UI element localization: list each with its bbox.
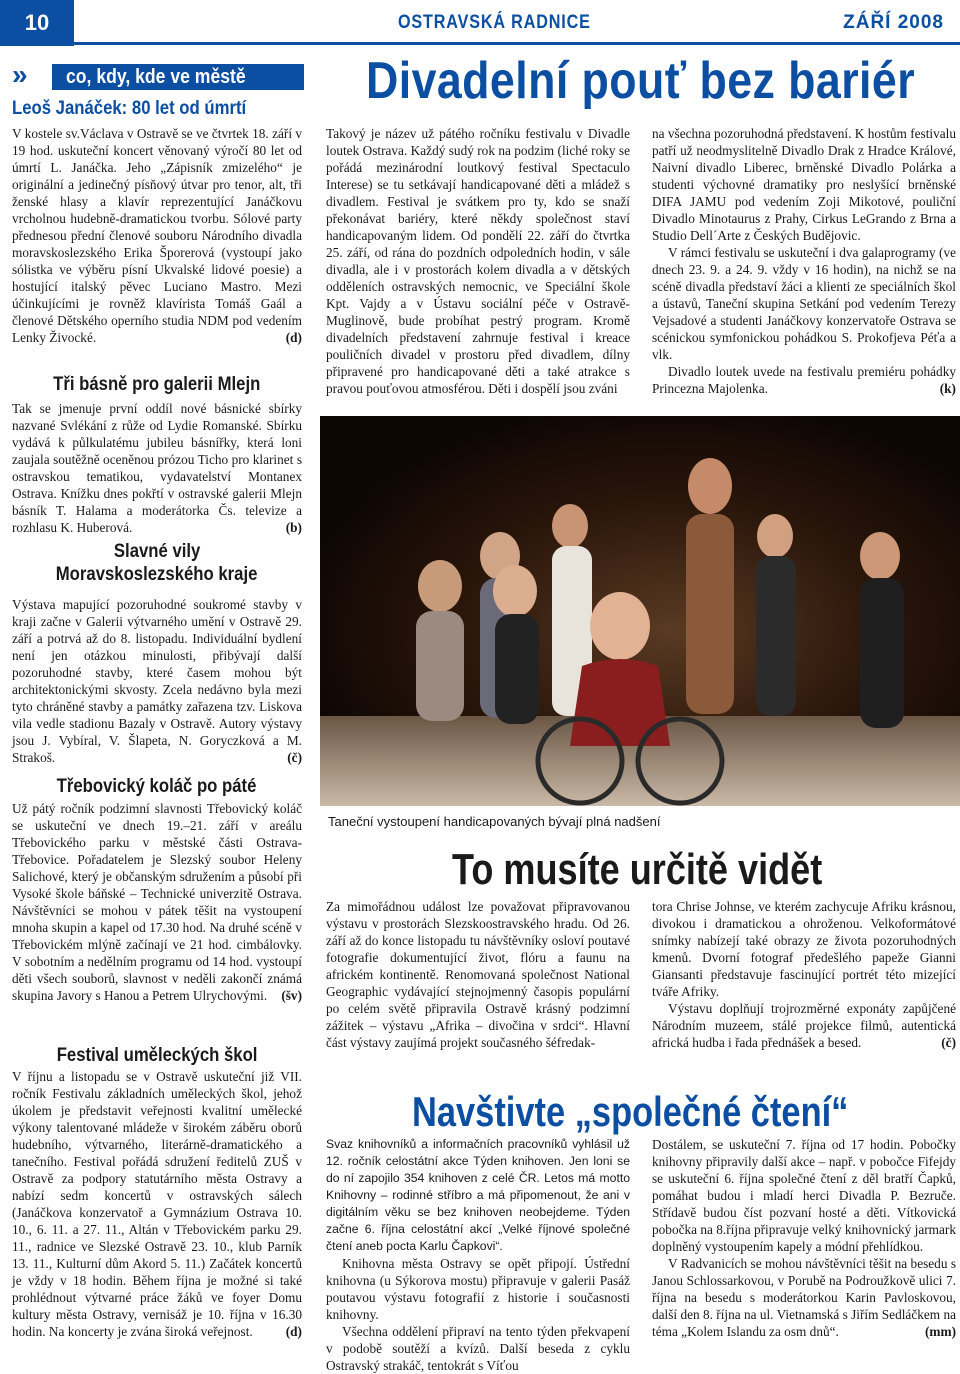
article-mlejn	[12, 400, 302, 536]
dancer-body	[416, 611, 464, 721]
photo-caption: Taneční vystoupení handicapovaných bývají plná nadšení	[328, 814, 661, 829]
visit-col1-p3: Všechna oddělení připraví na tento týden překvapení v podobě soutěží a kvízů. Další beseda z cyklu Ostravský strakáč, tentokrát s Víťou	[326, 1324, 630, 1373]
visit-col1-p2: Knihovna města Ostravy se opět připojí. Ústřední knihovna (u Sýkorova mostu) připravuje v galerii Pasáž poutavou výstavu fotografií z historie i současnosti knihovny.	[326, 1256, 630, 1322]
article-janacek	[12, 125, 302, 346]
article-mlejn-text: Tak se jmenuje první oddíl nové básnické sbírky nazvané Svlékání z růže od Lydie Romanské. Sbírku vydává k půlkulatému jubileu básnířky, která loni zaujala soutěžně oceněnou prózou Ticho pro klarinet s ostravskou tematikou, vydavatelství Montanex Ostrava. Knížku dnes pokřtí v ostravské galerii Mlejn básník T. Halama a moderátorka Čs. televize a rozhlasu K. Huberová.	[12, 401, 302, 535]
must-see-col2-p1: tora Chrise Johnse, ve kterém zachycuje Afriku krásnou, divokou i dramatickou a ohroženou. Velkoformátové snímky nabízejí také obrazy ze života pozoruhodných kmenů. Dvorní fotograf předešlého papeže Gianni Giansanti představuje fascinující portrét této mizející tváře Afriky.	[652, 899, 956, 999]
dancer-body	[495, 614, 539, 724]
issue-date: ZÁŘÍ 2008	[843, 12, 944, 33]
visit-col2-p1: Dostálem, se uskuteční 7. října od 17 hodin. Pobočky knihovny připravily další akce – např. v pobočce Fifejdy se uskuteční 6. října společné čtení z děl bratří Čapků, pomáhat budou i mladí herci Divadla P. Bezruče. Střídavě budou číst pozvaní hosté a děti. Vítkovická pobočka na 8.října připravuje velký knihovnický jarmark doplněný vystoupením kapely a módní přehlídkou.	[652, 1137, 956, 1254]
article-title-kolac: Třebovický koláč po páté	[57, 776, 257, 797]
article-janacek-text: V kostele sv.Václava v Ostravě se ve čtvrtek 18. září v 19 hod. uskuteční koncert věnovaný výročí 80 let od úmrtí L. Janáčka. Jeho „Zápisník zmizelého“ je originální a jedinečný písňový útvar pro tenor, alt, tři ženské hlasy a klavír reprezentující Janáčkovu vrcholnou hudebně-dramatickou tvorbu. Sólové party přednesou přední členové souboru Národního divadla moravskoslezského Erika Šporerová (vystoupí jako sólistka ve výběru písní Ukvalské lidové poesie) a hostující italský pěvec Luciano Mastro. Mezi účinkujícími je rovněž klavírista Tomáš Gaál a členové Dětského operního studia NDM pod vedením Lenky Živocké.	[12, 126, 302, 345]
signature: (č)	[941, 1035, 956, 1050]
header-rule	[74, 42, 960, 45]
visit-col2-p2: V Radvanicích se mohou návštěvníci těšit na besedu s Janou Schlossarkovou, v Porubě na Podroužkově ulici 7. října na besedu s moderátorkou Karin Pavloskovou, další den 8. října na ul. Vietnamská s Jiřím Sedláčkem na téma „Kolem Islandu za osm dnů“.	[652, 1256, 956, 1339]
publication-title: OSTRAVSKÁ RADNICE	[398, 12, 591, 33]
photo-stage-performance	[320, 416, 960, 806]
article-kolac	[12, 800, 302, 1004]
article-vily-text: Výstava mapující pozoruhodné soukromé stavby v kraji začne v Galerii výtvarného umění v Ostravě 29. září a potrvá až do 8. listopadu. Individuální bydlení není jen otázkou minulosti, přibývají další pozoruhodné stavby, které časem mohou být architektonickými skvosty. Zcela nedávno byla mezi tyto chráněné stavby a památky zařazena tzv. Liskova vila vedle stadionu Bazaly v Ostravě. Autory výstavy jsou J. Vybíral, V. Šlapeta, N. Goryczková a M. Strakoš.	[12, 597, 302, 765]
must-see-col2	[652, 898, 956, 1051]
must-see-col1	[326, 898, 630, 1051]
section-label: co, kdy, kde ve městě	[66, 66, 246, 88]
article-title-janacek: Leoš Janáček: 80 let od úmrtí	[12, 98, 247, 119]
article-title-mlejn: Tři básně pro galerii Mlejn	[53, 374, 261, 395]
main-story-col1-text: Takový je název už pátého ročníku festivalu v Divadle loutek Ostrava. Každý sudý rok na podzim (liché roky se pořádá mezinárodní loutkový festival Spectaculo Interese) se tu setkávají handicapované děti a mládež s divadlem. Festival je svátkem pro ty, kdo se snaží překonávat bariéry, které někdy společnost staví handicapovaným lidem. Od pondělí 22. září do čtvrtka 25. září, od rána do pozdních odpoledních hodin, v sále divadla, ale i v prostorách kolem divadla a v dětských odděleních ostravských nemocnic, ve Speciální škole Kpt. Vajdy a v Ústavu sociální péče v Ostravě-Muglinově, bude probíhat pestrý program. Kromě divadelních představení zahrnuje festival i kreace pouličních divadel v prostoru před divadlem, dílny připravené pro handicapované děti a také atrakce s pravou pouťovou atmosférou. Děti i dospělí jsou zváni	[326, 126, 630, 396]
main-story-col1	[326, 125, 630, 397]
article-kolac-text: Už pátý ročník podzimní slavnosti Třebovický koláč se uskuteční ve dnech 19.–21. září v areálu Třebovického parku v městské části Ostrava-Třebovice. Pořadatelem je Slezský soubor Heleny Salichové, který je občanským sdružením a působí při Vysoké škole báňské – Technické univerzitě Ostrava. Návštěvníci se mohou v pátek těšit na vystoupení mnoha skupin a kapel od 17.30 hod. Na druhé scéně v Třebovickém mlýně začínají ve 21 hod. cimbálovky. V sobotním a nedělním programu od 14 hod. vystoupí děti všech souborů, slavnost v neděli zakončí známá skupina Javory s Hanou a Petrem Ulrychovými.	[12, 801, 302, 1003]
article-vily	[12, 596, 302, 766]
dancer-head	[757, 514, 793, 558]
must-see-headline: To musíte určitě vidět	[452, 845, 823, 894]
dancer-head	[418, 560, 462, 612]
signature: (k)	[939, 381, 956, 396]
signature: (d)	[285, 330, 302, 345]
signature: (d)	[285, 1324, 302, 1339]
dancer-head	[552, 504, 588, 548]
visit-col1-p1: Svaz knihovníků a informačních pracovníků vyhlásil už 12. ročník celostátní akce Týden knihoven. Jen loni se do ní zapojilo 354 knihoven z celé ČR. Letos má motto Knihovny – rodinné stříbro a má připomenout, že ani v digitálním věku se bez knihoven neobejdeme. Týden začne 6. října celostátní akcí „Velké říjnové společné čtení aneb pocta Karlu Čapkovi“.	[326, 1137, 630, 1253]
signature: (mm)	[924, 1324, 956, 1339]
article-festival-skol-text: V říjnu a listopadu se v Ostravě uskuteční již VII. ročník Festivalu základních uměleckých škol, jehož úkolem je představit veřejnosti kvalitní umělecké výkony talentované mládeže v širokém záběru oborů hudebního, výtvarného, literárně-dramatického a tanečního. Festival pořádá sdružení ředitelů ZUŠ v Ostravě za podpory statutárního města Ostravy a nabízí sedm koncertů v ostravských sálech (Janáčkova konzervatoř a Gymnázium Ostrava 10. 10., 6. 11. a 27. 11., Altán v Třebovickém parku 29. 11., radnice ve Slezské Ostravě 23. 10., klub Parník 13. 11., Kulturní dům Akord 5. 11.) Začátek koncertů je vždy v 18 hodin. Během října je možné si také prohlédnout výtvarné práce žáků ve foyer Domu kultury města Ostravy, vernisáž je 10. října v 16.30 hodin. Na koncerty je zvána široká veřejnost.	[12, 1069, 302, 1339]
signature: (č)	[287, 750, 302, 765]
visit-col2	[652, 1136, 956, 1340]
main-story-col2	[652, 125, 956, 397]
main-story-col2-p1: na všechna pozoruhodná představení. K hostům festivalu patří už neodmyslitelně Divadlo Drak z Hradce Králové, Naivní divadlo Liberec, brněnské Divadlo Polárka a studenti výchovné dramatiky pro neslyšící brněnské DIFA JAMU pod vedením Zoji Mikotové, pouliční Divadlo Minotaurus z Prahy, Cirkus LeGrando z Brna a Studio Dell´Arte z Českých Budějovic.	[652, 126, 956, 243]
main-story-col2-p2: V rámci festivalu se uskuteční i dva galaprogramy (ve dnech 23. 9. a 24. 9. vždy v 16 hodin), na nichž se na scéně divadla představí žáci a klienti ze speciálních škol a ústavů, Taneční skupina Setkání pod vedením Terezy Vejsadové a studenti Janáčkovy konzervatoře Ostrava se scénickou symfonickou pohádkou S. Prokofjeva Péťa a vlk.	[652, 245, 956, 362]
article-title-festival-skol: Festival uměleckých škol	[56, 1045, 258, 1066]
dancer-body	[860, 578, 904, 728]
dancer-body	[686, 514, 734, 714]
main-story-col2-p3: Divadlo loutek uvede na festivalu premiéru pohádky Princezna Majolenka.	[652, 364, 956, 396]
dancer-head	[860, 532, 900, 580]
dancer-body	[570, 659, 670, 746]
main-headline: Divadelní pouť bez bariér	[366, 52, 916, 110]
signature: (b)	[285, 520, 302, 535]
dancer-body	[756, 556, 796, 716]
article-title-vily-1: Slavné vily	[113, 541, 201, 562]
photo-illustration	[320, 416, 960, 806]
dancer-head	[688, 458, 732, 514]
dancer-head	[590, 592, 650, 660]
section-tag	[12, 59, 302, 92]
must-see-col2-p2: Výstavu doplňují trojrozměrné exponáty zapůjčené Národním muzeem, stálé projekce filmů, autentická africká hudba i řada přednášek a besed.	[652, 1001, 956, 1050]
page-number: 10	[0, 0, 74, 46]
signature: (šv)	[281, 988, 302, 1003]
dancer-head	[493, 565, 537, 617]
visit-col1	[326, 1136, 630, 1374]
article-title-vily-2: Moravskoslezského kraje	[56, 564, 258, 585]
article-festival-skol	[12, 1068, 302, 1340]
visit-headline: Navštivte „společné čtení“	[412, 1088, 849, 1135]
double-chevron-icon: »	[12, 59, 28, 90]
must-see-col1-text: Za mimořádnou událost lze považovat připravovanou výstavu v prostorách Slezskoostravského hradu. Od 26. září až do konce listopadu tu návštěvníky osloví poutavé fotografie dokumentující život, flóru a faunu na africkém kontinentě. Renomovaná společnost National Geographic vydávající stejnojmenný časopis populární po celém světě připravila Ostravě krásný podzimní zážitek – výstavu „Afrika – divočina v srdci“. Hlavní část výstavy zaujímá projekt současného šéfredak-	[326, 899, 630, 1050]
